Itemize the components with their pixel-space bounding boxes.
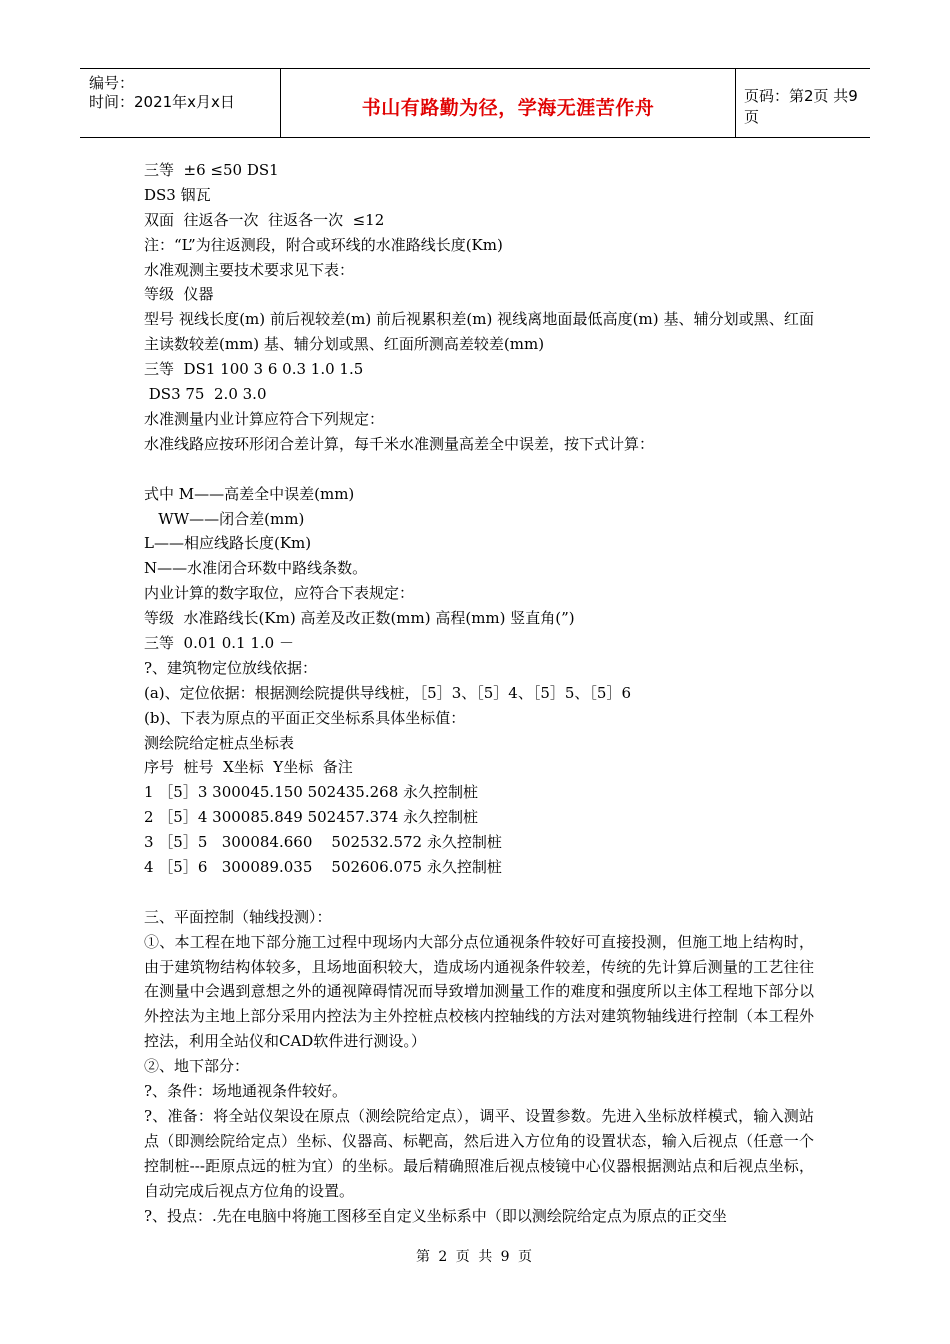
text-line: DS3 75 2.0 3.0 <box>144 385 267 404</box>
text-line: 三等 ±6 ≤50 DS1 <box>144 161 279 179</box>
text-paragraph: ①、本工程在地下部分施工过程中现场内大部分点位通视条件较好可直接投测，但施工地上结构时，由于建筑物结构体较多，且场地面积较大，造成场内通视条件较差，传统的先计算后测量的工艺往往在测量中会遇到意想之外的通视障碍情况而导致增加测量工作的难度和强度所以主体工程地下部分以外控法为主地上部分采用内控法为主外控桩点校核内控轴线的方法对建筑物轴线进行控制（本工程外控法，利用全站仪和CAD软件进行测设。） <box>144 932 814 1051</box>
text-line: 水准线路应按环形闭合差计算，每千米水准测量高差全中误差，按下式计算： <box>144 434 655 453</box>
header-page-cell <box>735 69 870 137</box>
text-line: WW——闭合差(mm) <box>144 509 305 528</box>
text-line: 1 ［5］3 300045.150 502435.268 永久控制桩 <box>144 783 479 802</box>
text-line: 4 ［5］6 300089.035 502606.075 永久控制桩 <box>144 857 502 876</box>
text-line: 序号 桩号 X坐标 Y坐标 备注 <box>144 758 353 777</box>
text-line: 双面 往返各一次 往返各一次 ≤12 <box>144 210 385 229</box>
header-number-label: 编号： <box>89 74 135 92</box>
text-line: (a)、定位依据：根据测绘院提供导线桩，［5］3、［5］4、［5］5、［5］6 <box>144 683 631 702</box>
text-line: 等级 仪器 <box>144 285 214 304</box>
header-page-info: 页码：第2页 共9页 <box>744 87 858 126</box>
text-line: 等级 水准路线长(Km) 高差及改正数(mm) 高程(mm) 竖直角(”) <box>144 609 575 628</box>
text-line: ?、建筑物定位放线依据： <box>144 658 318 677</box>
text-line: 测绘院给定桩点坐标表 <box>144 733 295 752</box>
text-line: (b)、下表为原点的平面正交坐标系具体坐标值： <box>144 708 466 727</box>
text-paragraph: ?、准备：将全站仪架设在原点（测绘院给定点），调平、设置参数。先进入坐标放样模式，输入测站点（即测绘院给定点）坐标、仪器高、标靶高，然后进入方位角的设置状态，输入后视点（任意一个控制桩---距原点远的桩为宜）的坐标。最后精确照准后视点棱镜中心仪器根据测站点和后视点坐标，自动完成后视点方位角的设置。 <box>144 1106 814 1200</box>
section-gap <box>144 880 814 905</box>
text-line: 3 ［5］5 300084.660 502532.572 永久控制桩 <box>144 833 502 852</box>
page-footer: 第 2 页 共 9 页 <box>415 1249 535 1265</box>
header-motto-cell <box>280 69 736 137</box>
text-line: 水准测量内业计算应符合下列规定： <box>144 409 385 428</box>
text-line: 水准观测主要技术要求见下表： <box>144 260 355 279</box>
text-line: ②、地下部分： <box>144 1057 250 1076</box>
formula-gap <box>144 457 814 482</box>
text-line: 三等 0.01 0.1 1.0 － <box>144 633 294 652</box>
text-line: 内业计算的数字取位，应符合下表规定： <box>144 584 415 603</box>
text-line: N——水准闭合环数中路线条数。 <box>144 559 368 578</box>
text-line: 注：“L”为往返测段，附合或环线的水准路线长度(Km) <box>144 235 503 254</box>
text-line: 2 ［5］4 300085.849 502457.374 永久控制桩 <box>144 808 479 827</box>
text-line: ?、条件：场地通视条件较好。 <box>144 1082 348 1101</box>
text-paragraph: 型号 视线长度(m) 前后视较差(m) 前后视累积差(m) 视线离地面最低高度(m) 基、辅分划或黑、红面主读数较差(mm) 基、辅分划或黑、红面所测高差较差(mm) <box>144 310 814 354</box>
text-line: DS3 铟瓦 <box>144 185 211 204</box>
text-line: L——相应线路长度(Km) <box>144 534 312 553</box>
header-motto: 书山有路勤为径，学海无涯苦作舟 <box>361 96 655 119</box>
header-date: 时间：2021年x月x日 <box>89 93 235 111</box>
page-header <box>80 68 870 138</box>
header-meta <box>80 69 280 137</box>
text-line: ?、投点：.先在电脑中将施工图移至自定义坐标系中（即以测绘院给定点为原点的正交坐 <box>144 1206 727 1225</box>
text-line: 三等 DS1 100 3 6 0.3 1.0 1.5 <box>144 360 364 379</box>
document-body <box>144 158 814 1228</box>
section-heading: 三、平面控制（轴线投测）： <box>144 907 332 926</box>
text-line: 式中 M——高差全中误差(mm) <box>144 484 355 503</box>
